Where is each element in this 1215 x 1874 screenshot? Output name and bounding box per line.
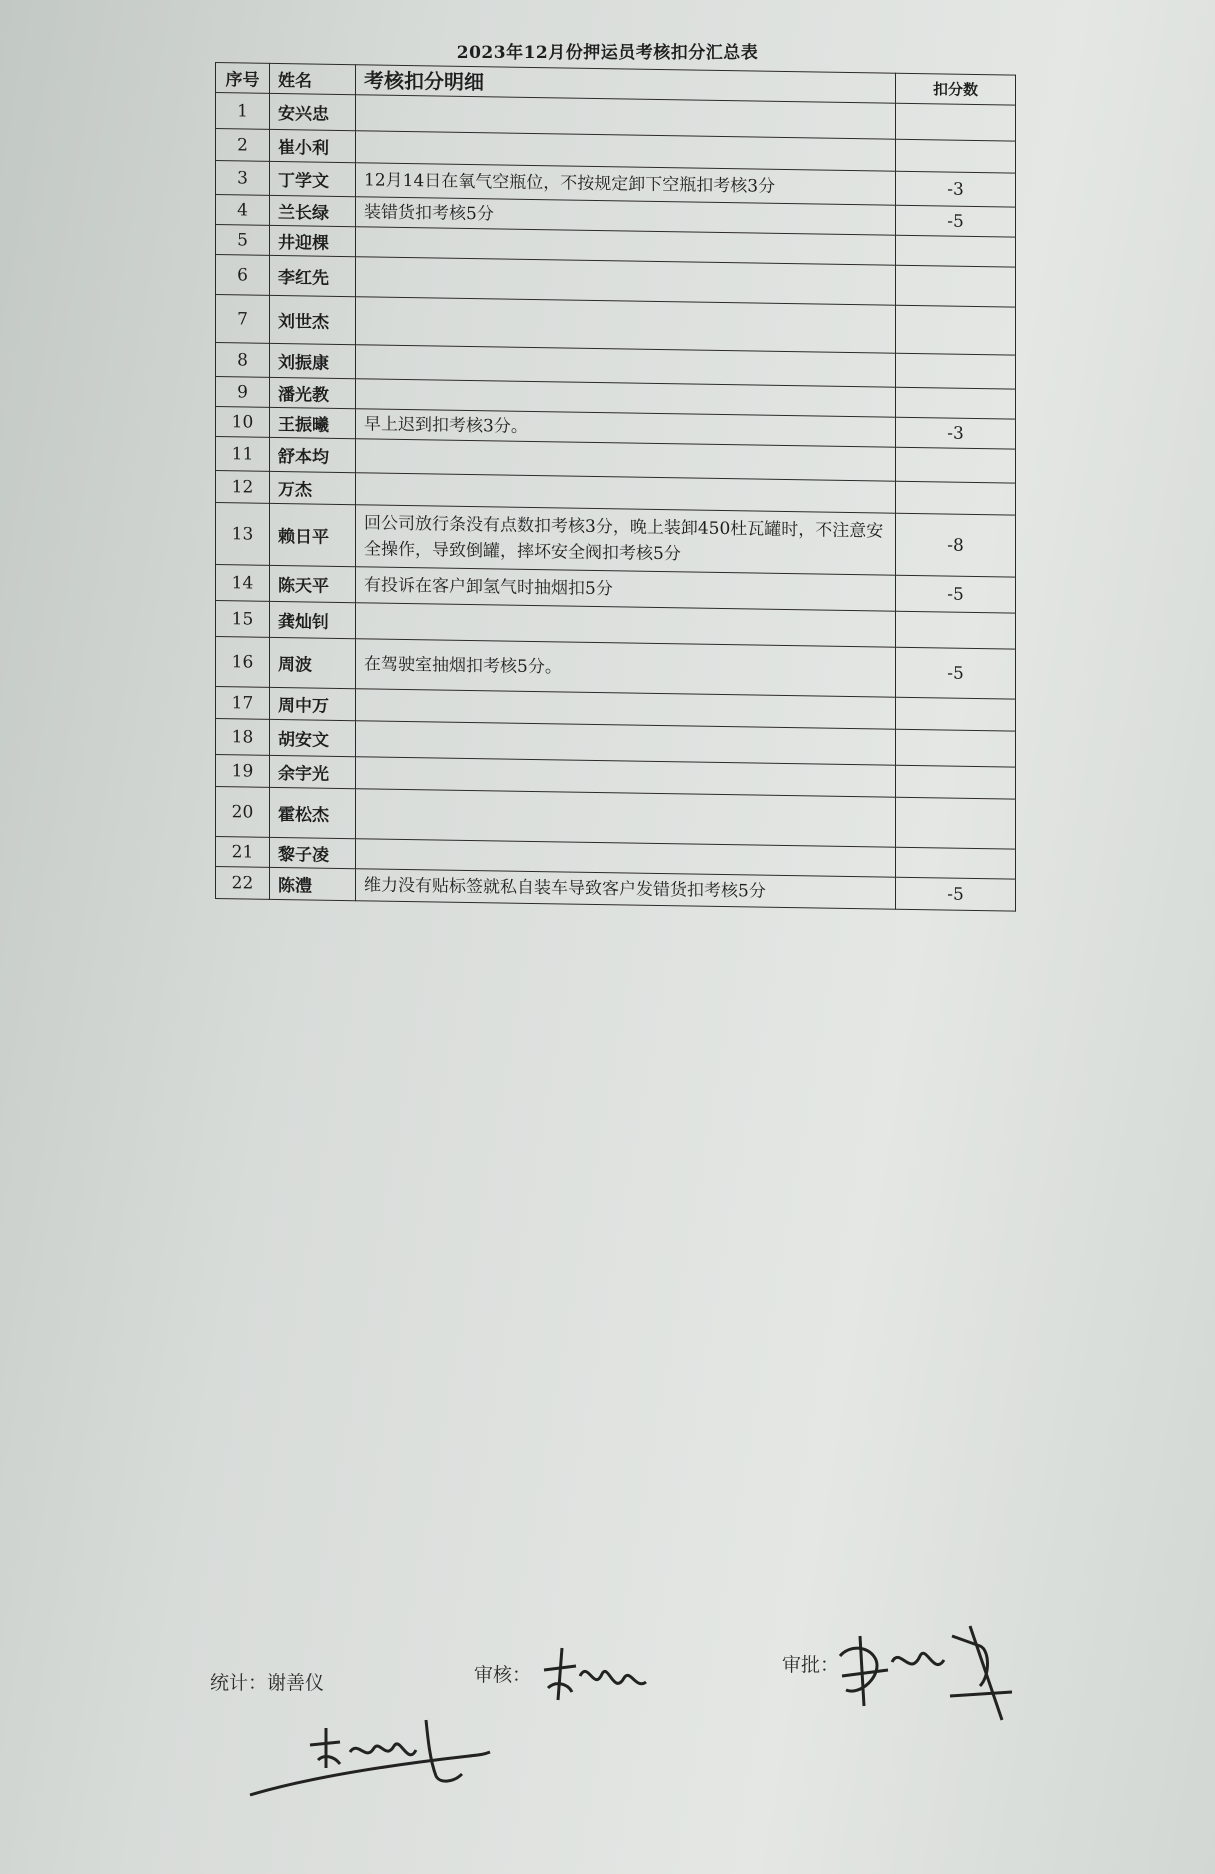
row-detail: 有投诉在客户卸氢气时抽烟扣5分 bbox=[356, 567, 896, 611]
row-detail bbox=[356, 789, 896, 847]
row-number: 3 bbox=[216, 161, 270, 196]
row-detail: 装错货扣考核5分 bbox=[356, 197, 896, 235]
row-name: 井迎棵 bbox=[270, 225, 356, 256]
row-score bbox=[896, 611, 1016, 649]
row-detail: 维力没有贴标签就私自装车导致客户发错货扣考核5分 bbox=[356, 869, 896, 909]
row-score bbox=[896, 103, 1016, 141]
row-score bbox=[896, 481, 1016, 515]
row-number: 7 bbox=[216, 295, 270, 344]
header-name: 姓名 bbox=[270, 63, 356, 94]
row-name: 黎子凌 bbox=[270, 837, 356, 868]
row-score bbox=[896, 235, 1016, 267]
row-number: 21 bbox=[216, 837, 270, 868]
row-name: 刘世杰 bbox=[270, 295, 356, 344]
stat-label: 统计：谢善仪 bbox=[210, 1672, 325, 1694]
approve-label: 审批： bbox=[782, 1654, 840, 1676]
row-score bbox=[896, 847, 1016, 879]
approve-signature bbox=[830, 1616, 1020, 1726]
deduction-table bbox=[215, 62, 1016, 912]
row-score bbox=[896, 729, 1016, 767]
row-score: -3 bbox=[896, 417, 1016, 449]
row-name: 丁学文 bbox=[270, 161, 356, 196]
row-number: 12 bbox=[216, 471, 270, 504]
row-number: 15 bbox=[216, 601, 270, 638]
row-score: -5 bbox=[896, 575, 1016, 613]
document-title: 2023年12月份押运员考核扣分汇总表 bbox=[456, 43, 759, 63]
row-name: 刘振康 bbox=[270, 343, 356, 378]
row-number: 10 bbox=[216, 407, 270, 438]
row-name: 舒本均 bbox=[270, 437, 356, 472]
row-number: 18 bbox=[216, 719, 270, 756]
row-name: 陈澧 bbox=[270, 867, 356, 900]
row-score bbox=[896, 797, 1016, 849]
row-number: 14 bbox=[216, 565, 270, 602]
row-name: 余宇光 bbox=[270, 755, 356, 788]
row-detail: 早上迟到扣考核3分。 bbox=[356, 409, 896, 447]
row-number: 4 bbox=[216, 195, 270, 226]
row-number: 13 bbox=[216, 503, 270, 566]
row-detail bbox=[356, 297, 896, 353]
row-score: -3 bbox=[896, 171, 1016, 207]
row-name: 赖日平 bbox=[270, 503, 356, 566]
row-number: 8 bbox=[216, 343, 270, 378]
row-score: -8 bbox=[896, 513, 1016, 577]
row-name: 崔小利 bbox=[270, 129, 356, 162]
row-detail: 回公司放行条没有点数扣考核3分，晚上装卸450杜瓦罐时，不注意安全操作，导致倒罐，摔坏安全阀扣考核5分 bbox=[356, 505, 896, 575]
row-number: 17 bbox=[216, 687, 270, 720]
row-score bbox=[896, 765, 1016, 799]
row-number: 16 bbox=[216, 637, 270, 688]
review-signature bbox=[536, 1640, 656, 1720]
row-number: 2 bbox=[216, 129, 270, 162]
row-number: 6 bbox=[216, 255, 270, 296]
header-detail: 考核扣分明细 bbox=[356, 65, 896, 103]
row-number: 9 bbox=[216, 377, 270, 408]
row-score: -5 bbox=[896, 205, 1016, 237]
row-score bbox=[896, 353, 1016, 389]
row-name: 龚灿钊 bbox=[270, 601, 356, 638]
row-name: 兰长绿 bbox=[270, 195, 356, 226]
row-score: -5 bbox=[896, 877, 1016, 911]
row-detail: 在驾驶室抽烟扣考核5分。 bbox=[356, 639, 896, 697]
row-number: 5 bbox=[216, 225, 270, 256]
row-name: 王振曦 bbox=[270, 407, 356, 438]
row-detail: 12月14日在氧气空瓶位，不按规定卸下空瓶扣考核3分 bbox=[356, 163, 896, 205]
row-name: 胡安文 bbox=[270, 719, 356, 756]
review-label: 审核： bbox=[474, 1664, 532, 1686]
row-number: 20 bbox=[216, 787, 270, 838]
row-name: 李红先 bbox=[270, 255, 356, 296]
row-number: 11 bbox=[216, 437, 270, 472]
row-score bbox=[896, 697, 1016, 731]
row-score bbox=[896, 447, 1016, 483]
row-name: 安兴忠 bbox=[270, 93, 356, 130]
row-score bbox=[896, 139, 1016, 173]
row-number: 1 bbox=[216, 93, 270, 130]
row-score: -5 bbox=[896, 647, 1016, 699]
row-name: 陈天平 bbox=[270, 565, 356, 602]
row-name: 周中万 bbox=[270, 687, 356, 720]
row-number: 19 bbox=[216, 755, 270, 788]
row-name: 万杰 bbox=[270, 471, 356, 504]
row-number: 22 bbox=[216, 867, 270, 900]
stat-signature bbox=[240, 1690, 500, 1800]
row-name: 潘光教 bbox=[270, 377, 356, 408]
header-no: 序号 bbox=[216, 63, 270, 94]
row-score bbox=[896, 305, 1016, 355]
row-score bbox=[896, 265, 1016, 307]
row-score bbox=[896, 387, 1016, 419]
row-name: 霍松杰 bbox=[270, 787, 356, 838]
header-score: 扣分数 bbox=[896, 73, 1016, 105]
row-name: 周波 bbox=[270, 637, 356, 688]
